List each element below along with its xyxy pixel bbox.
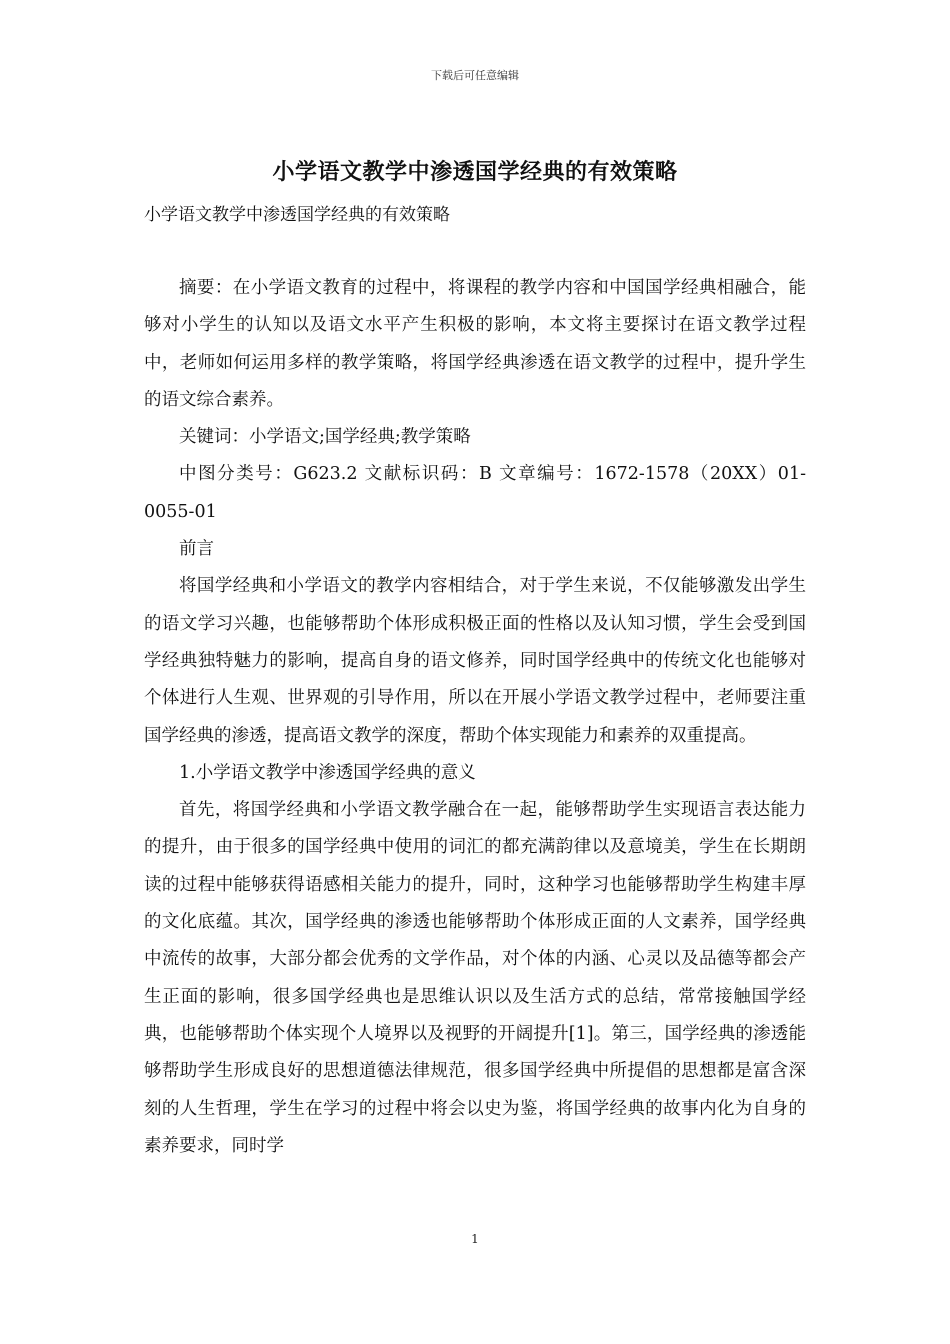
keywords-paragraph: 关键词：小学语文;国学经典;教学策略 xyxy=(179,427,471,448)
page-number: 1 xyxy=(471,1232,479,1246)
section-1-paragraph: 首先，将国学经典和小学语文教学融合在一起，能够帮助学生实现语言表达能力的提升，由于很多的国学经典中使用的词汇的都充满韵律以及意境美，学生在长期朗读的过程中能够获得语感相关能力的提升，同时，这种学习也能够帮助学生构建丰厚的文化底蕴。其次，国学经典的渗透也能够帮助个体形成正面的人文素养，国学经典中流传的故事，大部分都会优秀的文学作品，对个体的内涵、心灵以及品德等都会产生正面的影响，很多国学经典也是思维认识以及生活方式的总结，常常接触国学经典，也能够帮助个体实现个人境界以及视野的开阔提升[1]。第三，国学经典的渗透能够帮助学生形成良好的思想道德法律规范，很多国学经典中所提倡的思想都是富含深刻的人生哲理，学生在学习的过程中将会以史为鉴，将国学经典的故事内化为自身的素养要求，同时学 xyxy=(144,800,806,1156)
preface-heading: 前言 xyxy=(179,539,214,560)
document-subtitle: 小学语文教学中渗透国学经典的有效策略 xyxy=(144,205,450,225)
classification-paragraph: 中图分类号：G623.2 文献标识码：B 文章编号：1672-1578（20XX）01-0055-01 xyxy=(144,464,806,522)
section-heading-1: 1.小学语文教学中渗透国学经典的意义 xyxy=(179,762,476,783)
header-note: 下载后可任意编辑 xyxy=(431,69,519,82)
document-title: 小学语文教学中渗透国学经典的有效策略 xyxy=(272,159,678,185)
abstract-paragraph: 摘要：在小学语文教育的过程中，将课程的教学内容和中国国学经典相融合，能够对小学生的认知以及语文水平产生积极的影响，本文将主要探讨在语文教学过程中，老师如何运用多样的教学策略，将国学经典渗透在语文教学的过程中，提升学生的语文综合素养。 xyxy=(144,278,806,410)
body-text xyxy=(144,270,806,1165)
preface-paragraph: 将国学经典和小学语文的教学内容相结合，对于学生来说，不仅能够激发出学生的语文学习兴趣，也能够帮助个体形成积极正面的性格以及认知习惯，学生会受到国学经典独特魅力的影响，提高自身的语文修养，同时国学经典中的传统文化也能够对个体进行人生观、世界观的引导作用，所以在开展小学语文教学过程中，老师要注重国学经典的渗透，提高语文教学的深度，帮助个体实现能力和素养的双重提高。 xyxy=(144,576,806,746)
